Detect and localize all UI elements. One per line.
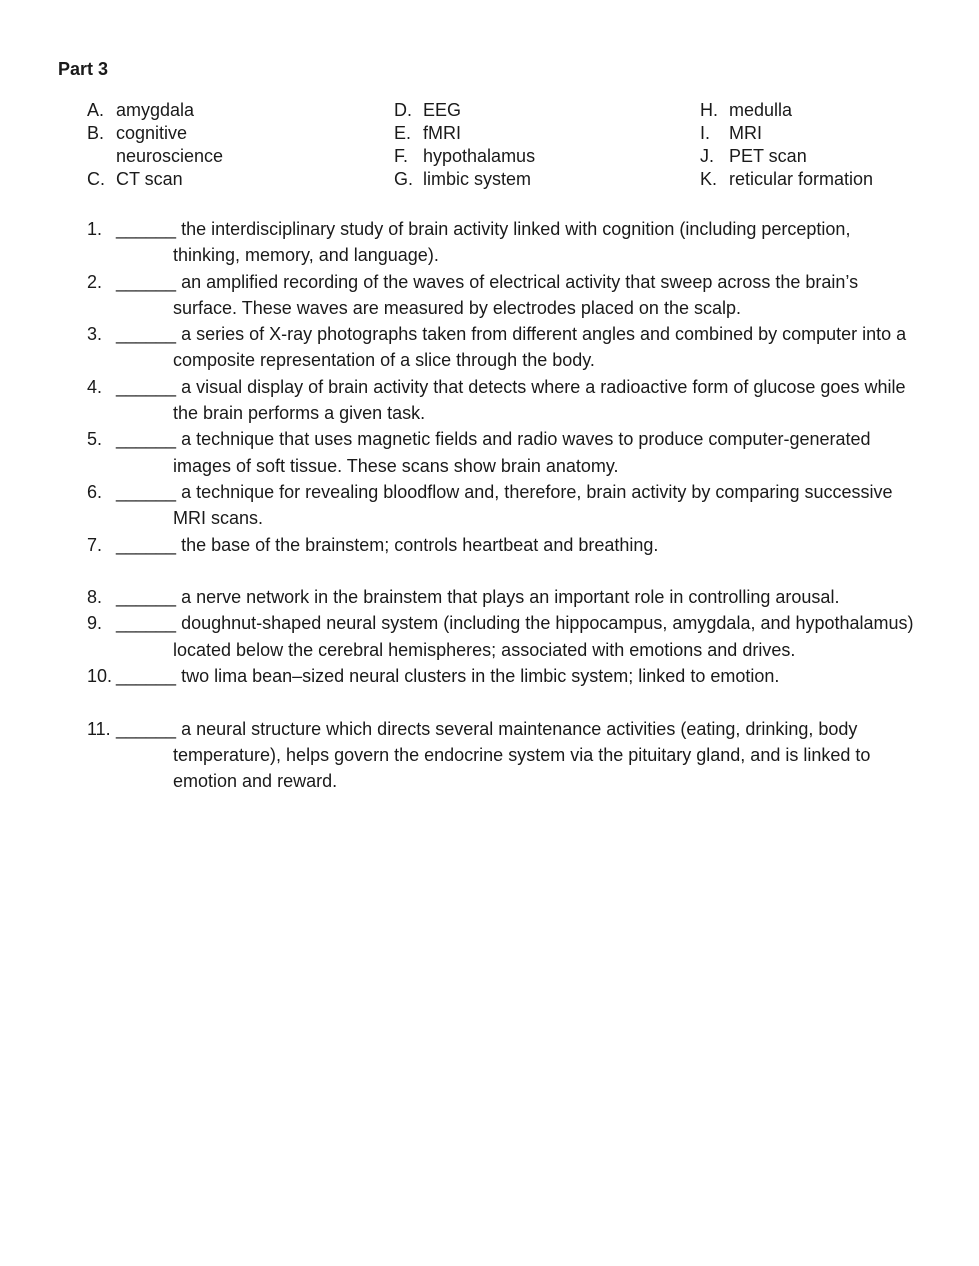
- question-text: a nerve network in the brainstem that plays an important role in controlling arousal.: [181, 587, 840, 608]
- question-text: a technique that uses magnetic fields and radio waves to produce computer-generated images of soft tissue. These scans show brain anatomy.: [173, 429, 871, 476]
- term-item: [700, 122, 970, 145]
- term-word: limbic system: [423, 169, 532, 189]
- question-number: 11.: [87, 718, 111, 739]
- part-title: Part 3: [58, 59, 109, 79]
- question-text: doughnut-shaped neural system (including the hippocampus, amygdala, and hypothalamus) located below the cerebral hemispheres; associated with emotions and drives.: [173, 613, 914, 660]
- question-item: [0, 216, 979, 269]
- term-letter: I.: [700, 123, 711, 143]
- question-item: [0, 584, 979, 610]
- term-word: medulla: [729, 100, 793, 120]
- term-item: [700, 145, 970, 168]
- question-number: 10.: [87, 666, 113, 687]
- question-item: [0, 610, 979, 663]
- question-number: 2.: [87, 271, 103, 292]
- term-item: [700, 99, 970, 122]
- question-text: two lima bean–sized neural clusters in the limbic system; linked to emotion.: [181, 666, 780, 687]
- answer-blank[interactable]: ______: [116, 666, 177, 687]
- answer-blank[interactable]: ______: [116, 376, 177, 397]
- answer-blank[interactable]: ______: [116, 587, 177, 608]
- term-letter: G.: [394, 169, 414, 189]
- question-list: [0, 216, 979, 795]
- term-word: reticular formation: [729, 169, 874, 189]
- question-number: 3.: [87, 324, 103, 345]
- term-letter: D.: [394, 100, 412, 120]
- question-item: [0, 269, 979, 322]
- term-letter: K.: [700, 169, 718, 189]
- term-word: MRI: [729, 123, 762, 143]
- question-number: 8.: [87, 587, 103, 608]
- question-number: 4.: [87, 376, 103, 397]
- answer-blank[interactable]: ______: [116, 534, 177, 555]
- term-letter: F.: [394, 146, 409, 166]
- answer-blank[interactable]: ______: [116, 613, 177, 634]
- question-item: [0, 374, 979, 427]
- answer-blank[interactable]: ______: [116, 718, 177, 739]
- question-text: a technique for revealing bloodflow and, therefore, brain activity by comparing successive MRI scans.: [173, 481, 893, 529]
- term-word: PET scan: [729, 146, 807, 166]
- question-number: 9.: [87, 613, 103, 634]
- question-text: a series of X-ray photographs taken from different angles and combined by computer into a composite representation of a slice through the body.: [173, 324, 907, 371]
- question-item: [0, 426, 979, 479]
- question-item: [0, 479, 979, 532]
- term-letter: E.: [394, 123, 412, 143]
- term-letter: C.: [87, 169, 105, 189]
- term-item: [394, 145, 684, 168]
- question-number: 5.: [87, 429, 103, 450]
- term-column-3: [700, 99, 970, 191]
- question-item: [0, 663, 979, 689]
- question-item: [0, 321, 979, 374]
- term-word: hypothalamus: [423, 146, 536, 166]
- term-item: [87, 122, 377, 168]
- question-number: 7.: [87, 534, 103, 555]
- question-text: the interdisciplinary study of brain activity linked with cognition (including perception, thinking, memory, and language).: [173, 219, 851, 266]
- term-word: cognitive neuroscience: [116, 123, 224, 166]
- answer-blank[interactable]: ______: [116, 324, 177, 345]
- question-item: [0, 716, 979, 795]
- question-text: the base of the brainstem; controls heartbeat and breathing.: [181, 534, 659, 555]
- answer-blank[interactable]: ______: [116, 271, 177, 292]
- term-item: [87, 99, 377, 122]
- question-item: [0, 532, 979, 558]
- term-letter: B.: [87, 123, 105, 143]
- term-letter: A.: [87, 100, 105, 120]
- question-number: 1.: [87, 219, 103, 239]
- question-text: an amplified recording of the waves of electrical activity that sweep across the brain’s surface. These waves are measured by electrodes placed on the scalp.: [173, 271, 859, 318]
- answer-blank[interactable]: ______: [116, 481, 177, 502]
- term-item: [700, 168, 970, 191]
- term-item: [87, 168, 377, 191]
- question-text: a neural structure which directs several maintenance activities (eating, drinking, body temperature), helps govern the endocrine system via the pituitary gland, and is linked to emotion and reward.: [173, 718, 871, 792]
- question-text: a visual display of brain activity that detects where a radioactive form of glucose goes while the brain performs a given task.: [173, 376, 906, 424]
- term-item: [394, 168, 684, 191]
- term-word: EEG: [423, 100, 462, 120]
- term-item: [394, 122, 684, 145]
- term-column-1: [87, 99, 377, 191]
- question-number: 6.: [87, 481, 103, 502]
- term-item: [394, 99, 684, 122]
- term-letter: H.: [700, 100, 718, 120]
- term-word: fMRI: [423, 123, 461, 143]
- answer-blank[interactable]: ______: [116, 219, 177, 239]
- answer-blank[interactable]: ______: [116, 429, 177, 450]
- term-column-2: [394, 99, 684, 191]
- term-letter: J.: [700, 146, 715, 166]
- term-word: amygdala: [116, 100, 195, 120]
- term-word: CT scan: [116, 169, 183, 189]
